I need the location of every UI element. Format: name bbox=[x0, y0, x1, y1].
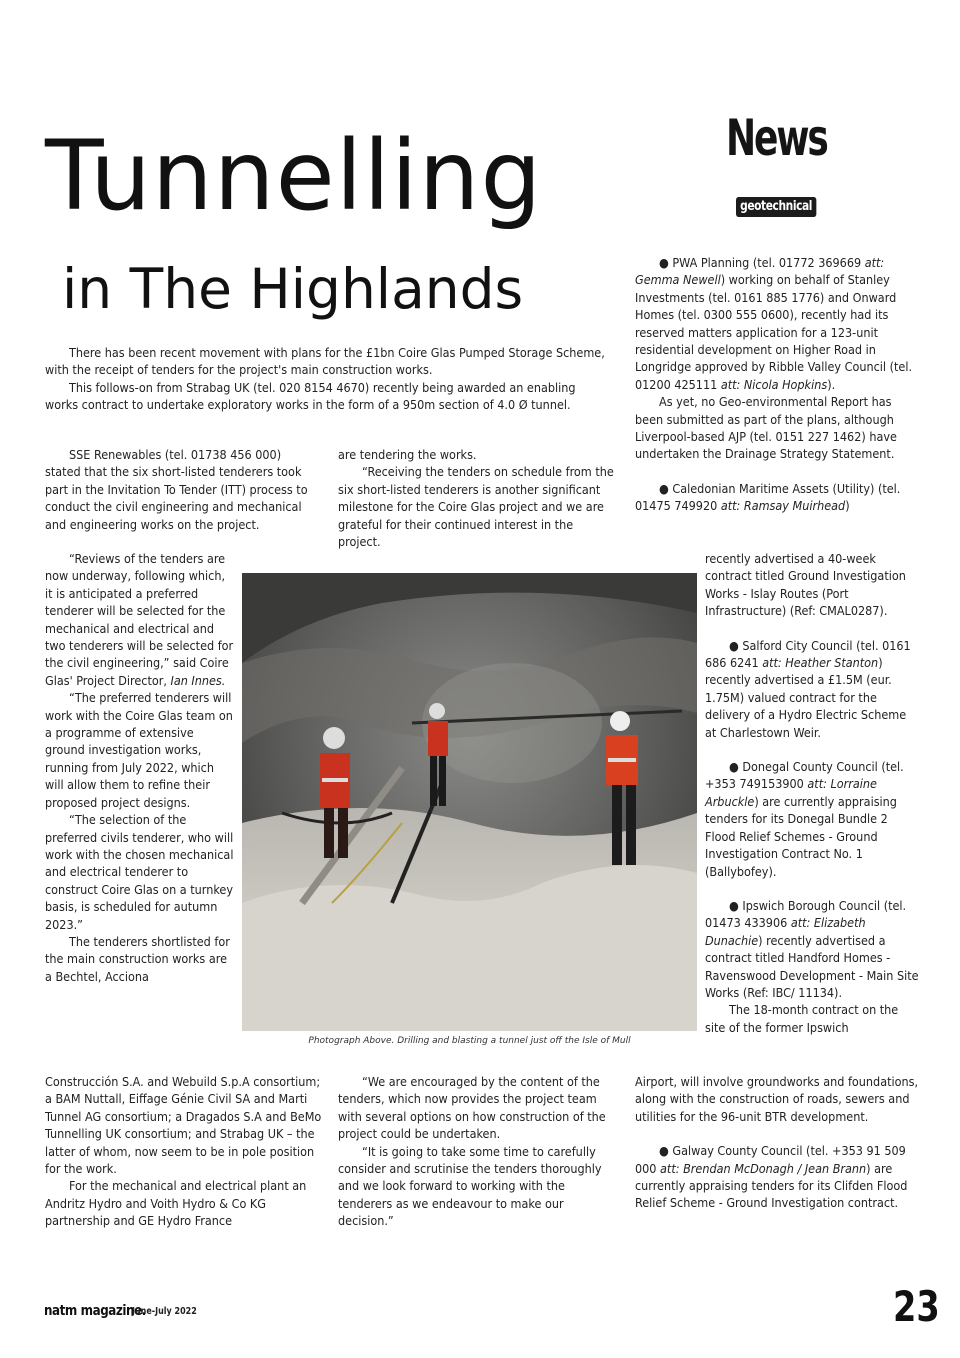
article-column-1-top bbox=[45, 446, 317, 533]
news-column-bottom bbox=[635, 1073, 920, 1212]
section-title: News bbox=[726, 109, 827, 167]
intro-paragraph: There has been recent movement with plans for the £1bn Coire Glas Pumped Storage Scheme, with the receipt of tenders for the project's main construction works. bbox=[45, 345, 605, 378]
magazine-name: natm magazine. bbox=[44, 1303, 146, 1319]
news-item-ipswich-detail: The 18-month contract on the site of the former Ipswich bbox=[705, 1002, 899, 1035]
body-paragraph: “The selection of the preferred civils tenderer, who will work with the chosen mechanical and electrical tenderer to construct Coire Glas on a turnkey basis, is scheduled for autumn 2023.” bbox=[45, 812, 234, 932]
article-title: Tunnelling bbox=[45, 120, 543, 232]
body-paragraph: The tenderers shortlisted for the main construction works are a Bechtel, Acciona bbox=[45, 933, 230, 984]
article-subtitle: in The Highlands bbox=[62, 257, 524, 321]
news-item-donegal: ● Donegal County Council (tel. +353 749153900 att: Lorraine Arbuckle) are currently appraising tenders for its Donegal Bundle 2 Flood Relief Schemes - Ground Investigation Contract No. 1 (Ballybofey). bbox=[705, 758, 920, 880]
news-column-wrap bbox=[705, 550, 920, 1036]
category-badge: geotechnical bbox=[736, 197, 816, 217]
body-paragraph: For the mechanical and electrical plant an Andritz Hydro and Voith Hydro & Co KG partnership and GE Hydro France bbox=[45, 1178, 307, 1229]
person-name: Ian Innes. bbox=[170, 672, 226, 688]
news-item-caledonian-detail: recently advertised a 40-week contract titled Ground Investigation Works - Islay Routes (Port Infrastructure) (Ref: CMAL0287). bbox=[705, 551, 906, 619]
news-item-ipswich-detail-2: Airport, will involve groundworks and foundations, along with the construction of roads, sewers and utilities for the 96-unit BTR development. bbox=[635, 1074, 919, 1124]
body-paragraph: “Reviews of the tenders are now underway, following which, it is anticipated a preferred tenderer will be selected for the mechanical and electrical and two tenderers will be selected for the civil engineering,” said Coire Glas' Project Director, Ian Innes. bbox=[45, 551, 234, 688]
page-number: 23 bbox=[893, 1282, 940, 1331]
tunnel-photo-illustration bbox=[242, 573, 697, 1031]
body-paragraph: “The preferred tenderers will work with the Coire Glas team on a programme of extensive ground investigation works, running from July 2022, which will allow them to refine their proposed project designs. bbox=[45, 690, 233, 810]
body-paragraph: are tendering the works. bbox=[338, 447, 477, 462]
news-item-salford: ● Salford City Council (tel. 0161 686 6241 att: Heather Stanton) recently advertised a £1.5M (eur. 1.75M) valued contract for the delivery of a Hydro Electric Scheme at Charlestown Weir. bbox=[705, 637, 920, 741]
news-item-galway: ● Galway County Council (tel. +353 91 509 000 att: Brendan McDonagh / Jean Brann) are currently appraising tenders for its Clifden Flood Relief Scheme - Ground Investigation contract. bbox=[635, 1142, 920, 1212]
article-column-1-wrap bbox=[45, 550, 235, 985]
body-paragraph: “Receiving the tenders on schedule from the six short-listed tenderers is another significant milestone for the Coire Glas project and we are grateful for their continued interest in the project. bbox=[338, 464, 614, 550]
news-item-ipswich: ● Ipswich Borough Council (tel. 01473 433906 att: Elizabeth Dunachie) recently advertised a contract titled Handford Homes - Ravenswood Development - Main Site Works (Ref: IBC/ 11134). bbox=[705, 897, 920, 1001]
body-paragraph: SSE Renewables (tel. 01738 456 000) stated that the six short-listed tenderers took part in the Invitation To Tender (ITT) process to conduct the civil engineering and mechanical and engineering works on the project. bbox=[45, 447, 308, 532]
news-column-top bbox=[635, 254, 920, 515]
issue-date: June-July 2022 bbox=[132, 1306, 197, 1317]
body-paragraph: Construcción S.A. and Webuild S.p.A consortium; a BAM Nuttall, Eiffage Génie Civil SA and Marti Tunnel AG consortium; a Dragados S.A and BeMo Tunnelling UK consortium; and Strabag UK – the latter of whom, now seem to be in pole position for the work. bbox=[45, 1074, 322, 1177]
article-column-2-bottom bbox=[338, 1073, 614, 1230]
article-intro bbox=[45, 344, 607, 414]
body-paragraph: “We are encouraged by the content of the tenders, which now provides the project team with several options on how construction of the project could be undertaken. bbox=[338, 1074, 606, 1142]
news-item-caledonian: ● Caledonian Maritime Assets (Utility) (tel. 01475 749920 att: Ramsay Muirhead) bbox=[635, 480, 920, 515]
body-paragraph: “It is going to take some time to carefully consider and scrutinise the tenders thoroughly and we look forward to working with the tenderers as we endeavour to make our decision.” bbox=[338, 1143, 602, 1229]
article-column-2-top bbox=[338, 446, 614, 550]
photo-caption: Photograph Above. Drilling and blasting a tunnel just off the Isle of Mull bbox=[308, 1036, 631, 1046]
intro-paragraph: This follows-on from Strabag UK (tel. 020 8154 4670) recently being awarded an enabling works contract to undertake exploratory works in the form of a 950m section of 4.0 Ø tunnel. bbox=[45, 379, 576, 413]
news-item-pwa-detail: As yet, no Geo-environmental Report has been submitted as part of the plans, although Liverpool-based AJP (tel. 0151 227 1462) have undertaken the Drainage Strategy Statement. bbox=[635, 394, 897, 462]
article-column-1-bottom bbox=[45, 1073, 325, 1230]
news-item-pwa: ● PWA Planning (tel. 01772 369669 att: Gemma Newell) working on behalf of Stanley Investments (tel. 0161 885 1776) and Onward Homes (tel. 0300 555 0600), recently had its reserved matters application for a 123-unit residential development on Higher Road in Longridge approved by Ribble Valley Council (tel. 01200 425111 att: Nicola Hopkins). bbox=[635, 254, 920, 393]
tunnel-photo bbox=[242, 573, 697, 1031]
